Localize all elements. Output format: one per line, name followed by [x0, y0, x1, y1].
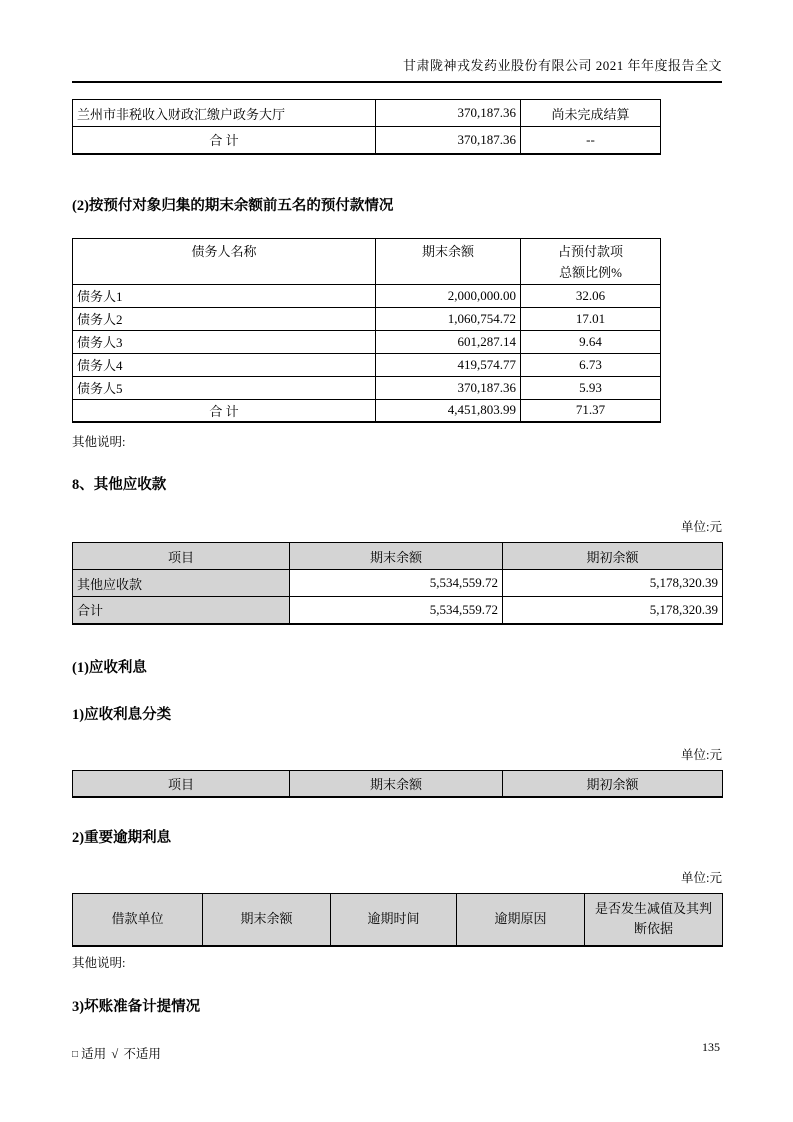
- table-cell: 5,534,559.72: [290, 597, 503, 624]
- settlement-table: [72, 99, 661, 155]
- table-total-row: [73, 127, 661, 154]
- checkmark-icon: √: [111, 1046, 119, 1061]
- table-cell: 债务人1: [73, 284, 376, 307]
- column-header: 期初余额: [503, 543, 723, 570]
- table-cell: 17.01: [521, 307, 661, 330]
- table-cell: 其他应收款: [73, 570, 290, 597]
- table-header-row: [73, 238, 661, 284]
- table-cell: 债务人3: [73, 330, 376, 353]
- interest-heading: (1)应收利息: [72, 659, 147, 676]
- table-cell: 5,178,320.39: [503, 570, 723, 597]
- prepay-section-heading: (2)按预付对象归集的期末余额前五名的预付款情况: [72, 197, 394, 214]
- table-cell: 32.06: [521, 284, 661, 307]
- table-cell: 71.37: [521, 399, 661, 422]
- report-header-title: 甘肃陇神戎发药业股份有限公司 2021 年年度报告全文: [402, 58, 722, 73]
- checkbox-unchecked-icon: □: [72, 1048, 79, 1060]
- page-number: 135: [702, 1040, 720, 1054]
- table-cell: 合 计: [73, 127, 376, 154]
- not-applicable-label: 不适用: [123, 1046, 161, 1061]
- table-cell: 5,178,320.39: [503, 597, 723, 624]
- applicability-line: [72, 1044, 722, 1062]
- table-cell: 兰州市非税收入财政汇缴户政务大厅: [73, 100, 376, 127]
- column-header: 借款单位: [73, 894, 203, 946]
- table-total-row: [73, 399, 661, 422]
- table-cell: 9.64: [521, 330, 661, 353]
- table-row: [73, 330, 661, 353]
- column-header: 期末余额: [290, 770, 503, 797]
- prepay-top5-table: [72, 238, 661, 424]
- overdue-interest-heading: 2)重要逾期利息: [72, 830, 172, 846]
- column-header: 期末余额: [203, 894, 331, 946]
- unit-label: 单位:元: [681, 520, 722, 534]
- bad-debt-heading: 3)坏账准备计提情况: [72, 998, 201, 1015]
- column-header: 期末余额: [376, 238, 521, 284]
- column-header: 是否发生减值及其判断依据: [585, 894, 723, 946]
- column-header: 逾期时间: [331, 894, 457, 946]
- table-total-row: [73, 597, 723, 624]
- table-header-row: [73, 543, 723, 570]
- table-cell: 合计: [73, 597, 290, 624]
- table-row: [73, 100, 661, 127]
- column-header-line2: 总额比例%: [559, 264, 622, 280]
- table-row: [73, 353, 661, 376]
- table-cell: 4,451,803.99: [376, 399, 521, 422]
- table-cell: 合 计: [73, 399, 376, 422]
- unit-label: 单位:元: [681, 871, 722, 885]
- unit-label: 单位:元: [681, 747, 722, 762]
- table-cell: 2,000,000.00: [376, 284, 521, 307]
- header-divider: [72, 81, 722, 83]
- table-header-row: [73, 770, 723, 797]
- other-notes-label: 其他说明:: [72, 955, 126, 970]
- other-receivables-table: [72, 542, 723, 625]
- other-receivables-heading: 8、其他应收款: [72, 477, 167, 493]
- column-header: 期末余额: [290, 543, 503, 570]
- applicable-label: 适用: [81, 1046, 107, 1061]
- table-cell: 债务人4: [73, 353, 376, 376]
- column-header: 项目: [73, 770, 290, 797]
- table-cell: 370,187.36: [376, 376, 521, 399]
- table-row: [73, 284, 661, 307]
- table-cell: 1,060,754.72: [376, 307, 521, 330]
- table-header-row: [73, 894, 723, 946]
- table-cell: 5,534,559.72: [290, 570, 503, 597]
- table-cell: 尚未完成结算: [521, 100, 661, 127]
- table-row: [73, 376, 661, 399]
- column-header: 债务人名称: [73, 238, 376, 284]
- table-cell: 370,187.36: [376, 100, 521, 127]
- table-cell: 债务人2: [73, 307, 376, 330]
- column-header: [521, 238, 661, 284]
- table-row: [73, 570, 723, 597]
- column-header: 逾期原因: [457, 894, 585, 946]
- interest-classification-table: [72, 770, 723, 799]
- other-notes-label: 其他说明:: [72, 435, 126, 449]
- table-cell: --: [521, 127, 661, 154]
- overdue-interest-table: [72, 893, 723, 947]
- table-cell: 5.93: [521, 376, 661, 399]
- table-cell: 6.73: [521, 353, 661, 376]
- table-cell: 370,187.36: [376, 127, 521, 154]
- column-header: 项目: [73, 543, 290, 570]
- interest-classification-heading: 1)应收利息分类: [72, 706, 172, 723]
- table-row: [73, 307, 661, 330]
- column-header: 期初余额: [503, 770, 723, 797]
- table-cell: 债务人5: [73, 376, 376, 399]
- table-cell: 601,287.14: [376, 330, 521, 353]
- table-cell: 419,574.77: [376, 353, 521, 376]
- column-header-line1: 占预付款项: [557, 243, 623, 259]
